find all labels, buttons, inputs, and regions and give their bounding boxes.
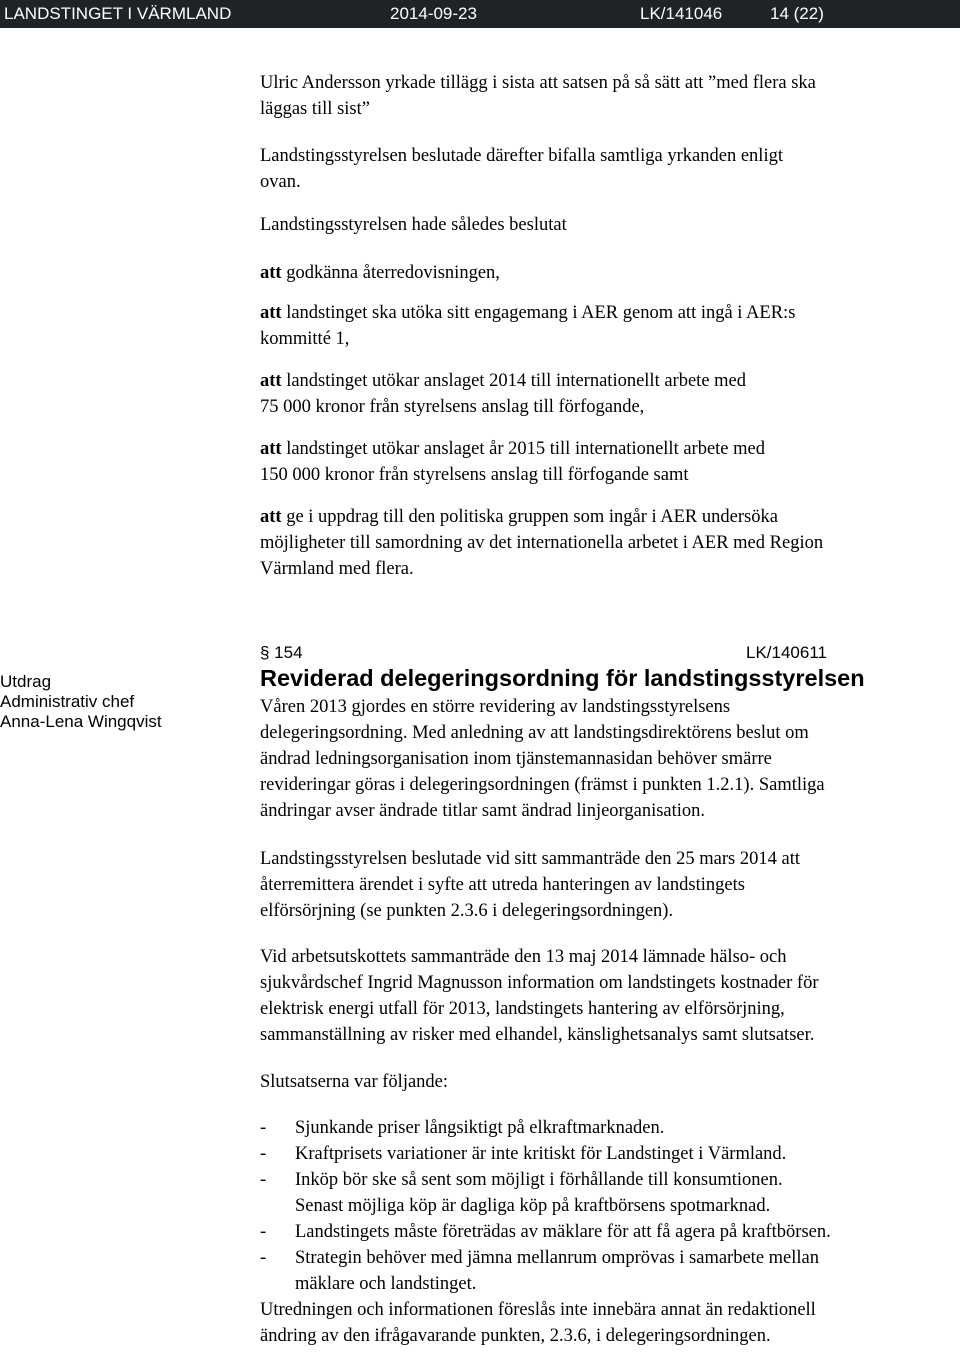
item-title: Reviderad delegeringsordning för landstingsstyrelsen bbox=[260, 665, 865, 691]
text-line: Värmland med flera. bbox=[260, 559, 414, 579]
item-ref: LK/140611 bbox=[746, 643, 827, 662]
item-number: § 154 bbox=[260, 643, 303, 662]
text-line: Senast möjliga köp är dagliga köp på kraftbörsens spotmarknad. bbox=[295, 1196, 771, 1216]
text-line: mäklare och landstinget. bbox=[295, 1274, 477, 1294]
paragraph-hade-beslutat bbox=[260, 212, 567, 238]
text-line: elektrisk energi utfall för 2013, landstingets hantering av elförsörjning, bbox=[260, 999, 785, 1019]
att-clause-1 bbox=[260, 260, 500, 286]
att-clause-2 bbox=[260, 300, 795, 352]
text-line: Sjunkande priser långsiktigt på elkraftmarknaden. bbox=[295, 1118, 665, 1138]
text-line: 75 000 kronor från styrelsens anslag till förfogande, bbox=[260, 397, 645, 417]
text-line: återremittera ärendet i syfte att utreda hanteringen av landstingets bbox=[260, 875, 745, 895]
att-keyword: att bbox=[260, 263, 282, 283]
item-paragraph-4: Slutsatserna var följande: bbox=[260, 1072, 449, 1092]
sidebar-line: Utdrag bbox=[0, 672, 52, 691]
text-line: landstinget utökar anslaget år 2015 till internationellt arbete med bbox=[281, 439, 765, 459]
text-line: ovan. bbox=[260, 172, 301, 192]
header-org: LANDSTINGET I VÄRMLAND bbox=[4, 4, 232, 23]
text-line: Landstingsstyrelsen beslutade vid sitt sammanträde den 25 mars 2014 att bbox=[260, 849, 800, 869]
header-page: 14 (22) bbox=[770, 4, 824, 23]
list-item bbox=[295, 1115, 664, 1141]
text-line: Strategin behöver med jämna mellanrum omprövas i samarbete mellan bbox=[295, 1248, 819, 1268]
att-keyword: att bbox=[260, 439, 282, 459]
text-line: ge i uppdrag till den politiska gruppen som ingår i AER undersöka bbox=[281, 507, 778, 527]
list-item bbox=[295, 1245, 819, 1297]
text-line: sammanställning av risker med elhandel, känslighetsanalys samt slutsatser. bbox=[260, 1025, 815, 1045]
bullet-dash: - bbox=[260, 1222, 267, 1242]
header-ref: LK/141046 bbox=[640, 4, 723, 23]
text-line: Ulric Andersson yrkade tillägg i sista att satsen på så sätt att ”med flera ska bbox=[260, 73, 816, 93]
bullet-dash: - bbox=[260, 1118, 267, 1138]
text-line: Vid arbetsutskottets sammanträde den 13 maj 2014 lämnade hälso- och bbox=[260, 947, 787, 967]
text-line: Utredningen och informationen föreslås inte innebära annat än redaktionell bbox=[260, 1300, 816, 1320]
item-paragraph-1 bbox=[260, 694, 825, 824]
text-line: Inköp bör ske så sent som möjligt i förhållande till konsumtionen. bbox=[295, 1170, 783, 1190]
text-line: Landstingsstyrelsen hade således beslutat bbox=[260, 215, 567, 235]
item-paragraph-3 bbox=[260, 944, 819, 1048]
att-clause-5 bbox=[260, 504, 823, 582]
page-header bbox=[0, 0, 960, 28]
text-line: landstinget utökar anslaget 2014 till internationellt arbete med bbox=[281, 371, 747, 391]
sidebar-line: Anna-Lena Wingqvist bbox=[0, 712, 162, 731]
text-line: Landstingsstyrelsen beslutade därefter bifalla samtliga yrkanden enligt bbox=[260, 146, 783, 166]
text-line: sjukvårdschef Ingrid Magnusson information om landstingets kostnader för bbox=[260, 973, 819, 993]
text-line: kommitté 1, bbox=[260, 329, 350, 349]
att-keyword: att bbox=[260, 371, 282, 391]
text-line: godkänna återredovisningen, bbox=[281, 263, 500, 283]
text-line: ändring av den ifrågavarande punkten, 2.3.6, i delegeringsordningen. bbox=[260, 1326, 771, 1346]
text-line: revideringar göras i delegeringsordningen (främst i punkten 1.2.1). Samtliga bbox=[260, 775, 825, 795]
att-keyword: att bbox=[260, 507, 282, 527]
text-line: landstinget ska utöka sitt engagemang i AER genom att ingå i AER:s bbox=[281, 303, 796, 323]
text-line: elförsörjning (se punkten 2.3.6 i delegeringsordningen). bbox=[260, 901, 674, 921]
sidebar-utdrag bbox=[0, 672, 162, 732]
item-paragraph-2 bbox=[260, 846, 800, 924]
text-line: Våren 2013 gjordes en större revidering av landstingsstyrelsens bbox=[260, 697, 731, 717]
text-line: läggas till sist” bbox=[260, 99, 370, 119]
bullet-dash: - bbox=[260, 1248, 267, 1268]
text-line: ändrad ledningsorganisation inom tjänstemannasidan behöver smärre bbox=[260, 749, 772, 769]
sidebar-line: Administrativ chef bbox=[0, 692, 135, 711]
text-line: 150 000 kronor från styrelsens anslag till förfogande samt bbox=[260, 465, 689, 485]
text-line: ändringar avser ändrade titlar samt ändrad linjeorganisation. bbox=[260, 801, 706, 821]
text-line: möjligheter till samordning av det internationella arbetet i AER med Region bbox=[260, 533, 824, 553]
list-item bbox=[295, 1167, 783, 1219]
bullet-dash: - bbox=[260, 1144, 267, 1164]
item-paragraph-5 bbox=[260, 1297, 816, 1349]
list-item bbox=[295, 1141, 786, 1167]
paragraph-beslut bbox=[260, 143, 783, 195]
att-clause-4 bbox=[260, 436, 765, 488]
text-line: Kraftprisets variationer är inte kritiskt för Landstinget i Värmland. bbox=[295, 1144, 787, 1164]
list-item bbox=[295, 1219, 831, 1245]
att-keyword: att bbox=[260, 303, 282, 323]
bullet-dash: - bbox=[260, 1170, 267, 1190]
text-line: Landstingets måste företrädas av mäklare för att få agera på kraftbörsen. bbox=[295, 1222, 831, 1242]
text-line: delegeringsordning. Med anledning av att landstingsdirektörens beslut om bbox=[260, 723, 809, 743]
att-clause-3 bbox=[260, 368, 746, 420]
header-date: 2014-09-23 bbox=[390, 4, 477, 23]
paragraph-yrkande bbox=[260, 70, 816, 122]
